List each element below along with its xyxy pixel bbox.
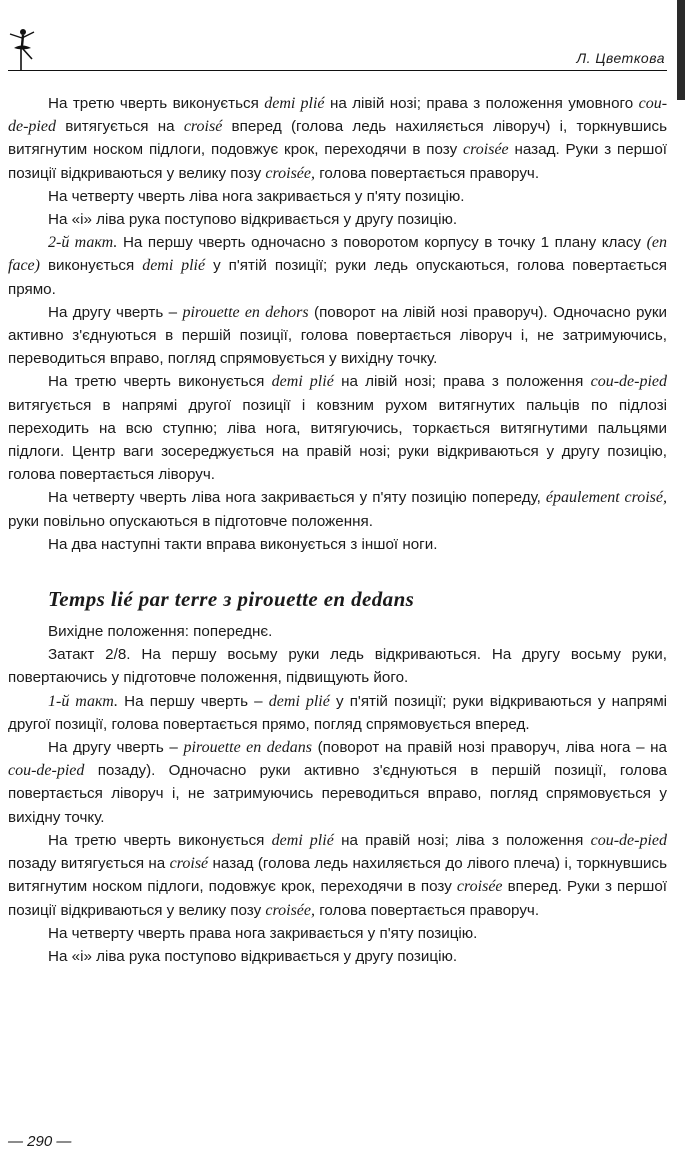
text-run: на лівій нозі; права з положення умовного: [324, 95, 639, 112]
text-run: назад (голова ледь нахиляється до лівого плеча) і, торкнувшись витягнутим носком підлоги, подовжує крок, переходячи в позу: [8, 855, 667, 896]
text-run: На другу чверть –: [48, 303, 183, 321]
italic-term: demi plié: [271, 373, 334, 391]
page-edge-mark: [677, 0, 685, 100]
italic-term: croisée: [456, 878, 503, 896]
italic-term: demi plié: [142, 257, 206, 275]
text-run: у п'ятій позиції; руки відкриваються у напрямі другої позиції, голова повертається прямо, погляд спрямовується вперед.: [8, 692, 668, 733]
text-run: (поворот на лівій нозі праворуч). Одночасно руки активно з'єднуються в першій позиції, голова повертається ліворуч і, не затримуючись, переводиться вправо, погляд спрямовується у вихідну точку.: [8, 303, 668, 368]
ballerina-icon: [4, 26, 38, 72]
section-2-text: [8, 620, 667, 968]
italic-term: (en face): [8, 234, 667, 275]
italic-term: épaulement croisé,: [545, 489, 667, 507]
text-run: назад. Руки з першої позиції відкриваються у велику позу: [8, 141, 667, 182]
paragraph: [8, 643, 667, 689]
text-run: На другу чверть –: [48, 739, 184, 757]
paragraph: [8, 486, 667, 532]
text-run: позаду). Одночасно руки активно з'єднуються в першій позиції, голова повертається ліворуч і, не затримуючись переводиться вправо, погляд спрямовується у вихідну точку.: [8, 762, 667, 826]
text-run: Затакт 2/8. На першу восьму руки ледь відкриваються. На другу восьму руки, повертаючись у підготовче положення, підвищують його.: [8, 646, 667, 687]
italic-term: 2-й такт.: [48, 234, 118, 252]
text-run: на правій нозі; ліва з положення: [333, 831, 591, 849]
paragraph: [8, 922, 667, 945]
text-run: На четверту чверть права нога закривається у п'яту позицію.: [48, 924, 478, 942]
italic-term: croisée: [463, 141, 509, 159]
italic-term: croisée,: [265, 164, 315, 182]
page-body: [8, 92, 667, 968]
paragraph: [8, 620, 667, 643]
text-run: виконується: [39, 257, 143, 275]
text-run: витягується на: [55, 118, 184, 136]
text-run: витягується в напрямі другої позиції і ковзним рухом витягнутих пальців по підлозі переходить на всю ступню; ліва нога, витягуючись, торкається витягнутими пальцями підлоги. Центр ваги зосереджується на правій нозі; руки відкриваються у другу позицію, голова повертається ліворуч.: [8, 396, 667, 484]
section-title: Temps lié par terre з pirouette en dedans: [48, 587, 415, 612]
italic-term: cou-de-pied: [590, 831, 668, 849]
running-head: Л. Цветкова: [576, 50, 665, 66]
text-run: вперед. Руки з першої позиції відкриваються у велику позу: [8, 878, 667, 919]
italic-term: 1-й такт.: [48, 692, 119, 710]
italic-term: croisé: [169, 855, 209, 873]
italic-term: demi plié: [271, 831, 334, 849]
italic-term: cou-de-pied: [8, 762, 85, 780]
paragraph: [8, 185, 667, 208]
italic-term: pirouette en dehors: [182, 303, 309, 321]
paragraph: [8, 301, 667, 371]
italic-term: croisé: [183, 118, 223, 136]
text-run: (поворот на правій нозі праворуч, ліва нога – на: [311, 739, 668, 757]
paragraph: [8, 208, 667, 231]
text-run: вперед (голова ледь нахиляється ліворуч) і, торкнувшись витягнутим носком підлоги, подовжує крок, переходячи в позу: [8, 118, 668, 159]
text-run: На четверту чверть ліва нога закривається у п'яту позицію.: [48, 187, 465, 205]
header-rule: [8, 70, 667, 71]
paragraph: [8, 690, 667, 736]
text-run: голова повертається праворуч.: [315, 901, 540, 919]
italic-term: cou-de-pied: [590, 373, 668, 391]
text-run: на лівій нозі; права з положення: [333, 373, 591, 391]
page-number: — 290 —: [8, 1133, 72, 1150]
italic-term: demi plié: [264, 95, 325, 112]
italic-term: demi plié: [268, 692, 330, 710]
text-run: На четверту чверть ліва нога закривається у п'яту позицію попереду,: [48, 489, 546, 507]
paragraph: [8, 92, 667, 185]
paragraph: [8, 231, 667, 301]
section-1-text: [8, 92, 667, 556]
text-run: На третю чверть виконується: [48, 95, 265, 112]
text-run: позаду витягується на: [8, 855, 170, 873]
italic-term: cou-de-pied: [8, 95, 668, 136]
text-run: руки повільно опускаються в підготовче положення.: [8, 512, 373, 530]
text-run: На першу чверть –: [118, 692, 269, 710]
paragraph: [8, 533, 667, 556]
italic-term: croisée,: [265, 901, 315, 919]
text-run: Вихідне положення: попереднє.: [48, 623, 273, 641]
paragraph: [8, 370, 667, 486]
text-run: На третю чверть виконується: [48, 831, 272, 849]
text-run: На два наступні такти вправа виконується з іншої ноги.: [48, 535, 438, 553]
paragraph: [8, 829, 667, 922]
paragraph: [8, 945, 667, 968]
text-run: голова повертається праворуч.: [315, 164, 540, 182]
italic-term: pirouette en dedans: [183, 739, 312, 757]
paragraph: [8, 736, 667, 829]
text-run: На першу чверть одночасно з поворотом корпусу в точку 1 плану класу: [117, 234, 647, 252]
text-run: На «і» ліва рука поступово відкривається у другу позицію.: [48, 211, 458, 229]
text-run: у п'ятій позиції; руки ледь опускаються, голова повертається прямо.: [8, 257, 668, 298]
text-run: На «і» ліва рука поступово відкривається у другу позицію.: [48, 947, 458, 965]
text-run: На третю чверть виконується: [48, 373, 272, 391]
